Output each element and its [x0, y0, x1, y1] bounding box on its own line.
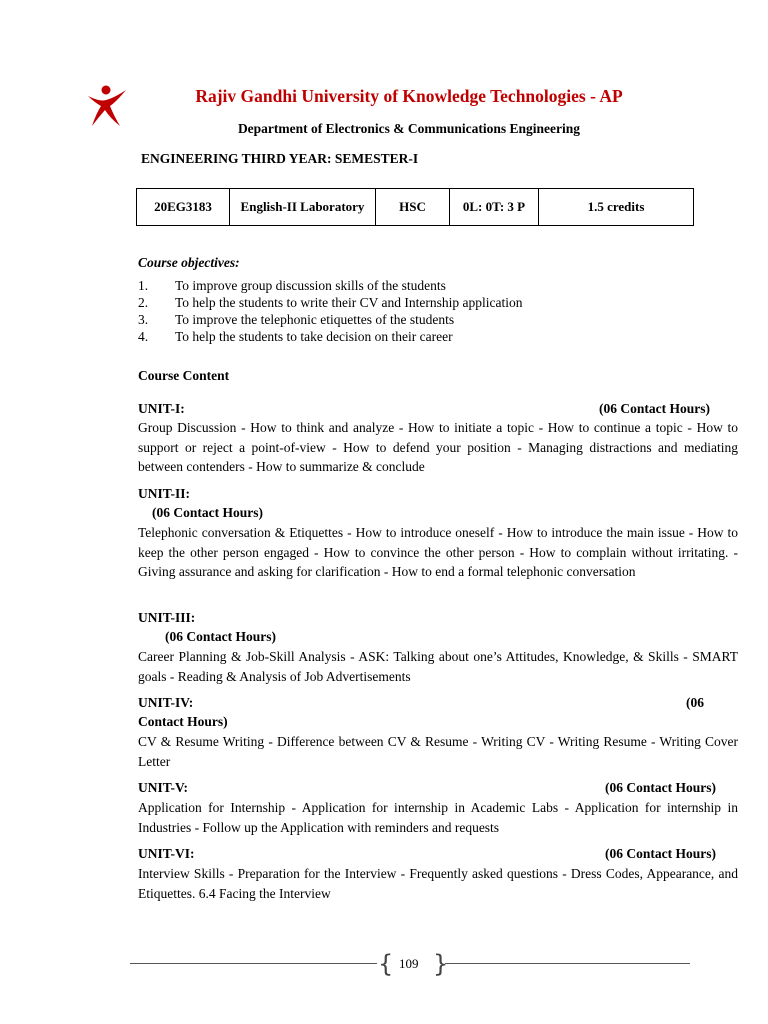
course-info-table: [136, 188, 694, 226]
course-content-title: Course Content: [138, 368, 230, 383]
objectives-title: Course objectives:: [138, 255, 240, 270]
course-code-cell: 20EG3183: [137, 189, 230, 226]
unit-6-text: Interview Skills - Preparation for the Interview - Frequently asked questions - Dress Codes, Appearance, and Etiquettes. 6.4 Facing the Interview: [138, 866, 738, 901]
unit-2-hours: (06 Contact Hours): [152, 505, 263, 520]
unit-1-hours: (06 Contact Hours): [599, 401, 710, 416]
page-number: 109: [399, 956, 419, 971]
unit-4-label: UNIT-IV:: [138, 695, 194, 710]
unit-6-label: UNIT-VI:: [138, 846, 195, 861]
course-ltp-cell: 0L: 0T: 3 P: [450, 189, 539, 226]
unit-5-hours: (06 Contact Hours): [605, 780, 716, 795]
list-item: [138, 295, 523, 311]
unit-3-text: Career Planning & Job-Skill Analysis - ASK: Talking about one’s Attitudes, Knowledge, & Skills - SMART goals - Reading & Analysis of Job Advertisements: [138, 649, 738, 684]
list-number: 4.: [138, 329, 149, 344]
right-brace-icon: }: [433, 950, 449, 978]
unit-3-label: UNIT-III:: [138, 610, 196, 625]
footer-divider-left: [130, 963, 377, 964]
unit-6-hours: (06 Contact Hours): [605, 846, 716, 861]
course-credits-cell: 1.5 credits: [539, 189, 694, 226]
department-title: Department of Electronics & Communications Engineering: [237, 121, 581, 136]
university-title: Rajiv Gandhi University of Knowledge Technologies - AP: [195, 86, 623, 106]
list-text: To help the students to take decision on their career: [175, 329, 453, 344]
left-brace-icon: {: [378, 950, 394, 978]
course-category-cell: HSC: [376, 189, 450, 226]
unit-4-hours-start: (06: [686, 695, 704, 710]
table-row: [137, 189, 694, 226]
unit-4-hours-end: Contact Hours): [138, 714, 228, 729]
list-text: To help the students to write their CV and Internship application: [175, 295, 523, 310]
list-item: [138, 312, 454, 328]
unit-3-hours: (06 Contact Hours): [165, 629, 276, 644]
year-semester-heading: ENGINEERING THIRD YEAR: SEMESTER-I: [141, 151, 419, 166]
list-item: [138, 329, 453, 345]
unit-5-label: UNIT-V:: [138, 780, 189, 795]
list-item: [138, 278, 446, 294]
unit-2-text: Telephonic conversation & Etiquettes - How to introduce oneself - How to introduce the main issue - How to keep the other person engaged - How to convince the other person - How to complain without irritating. - Giving assurance and asking for clarification - How to end a formal telephonic conversation: [138, 525, 738, 579]
list-number: 2.: [138, 295, 149, 310]
unit-1-label: UNIT-I:: [138, 401, 185, 416]
unit-1-text: Group Discussion - How to think and analyze - How to initiate a topic - How to continue a topic - How to support or reject a point-of-view - How to defend your position - Managing distractions and mediating between contenders - How to summarize & conclude: [138, 420, 738, 474]
list-number: 3.: [138, 312, 149, 327]
unit-2-label: UNIT-II:: [138, 486, 191, 501]
list-text: To improve group discussion skills of the students: [175, 278, 446, 293]
list-number: 1.: [138, 278, 149, 293]
unit-5-text: Application for Internship - Application for internship in Academic Labs - Application for internship in Industries - Follow up the Application with reminders and requests: [138, 800, 738, 835]
course-name-cell: English-II Laboratory: [230, 189, 376, 226]
unit-4-text: CV & Resume Writing - Difference between CV & Resume - Writing CV - Writing Resume - Writing Cover Letter: [138, 734, 738, 769]
list-text: To improve the telephonic etiquettes of the students: [175, 312, 455, 327]
footer-divider-right: [445, 963, 690, 964]
